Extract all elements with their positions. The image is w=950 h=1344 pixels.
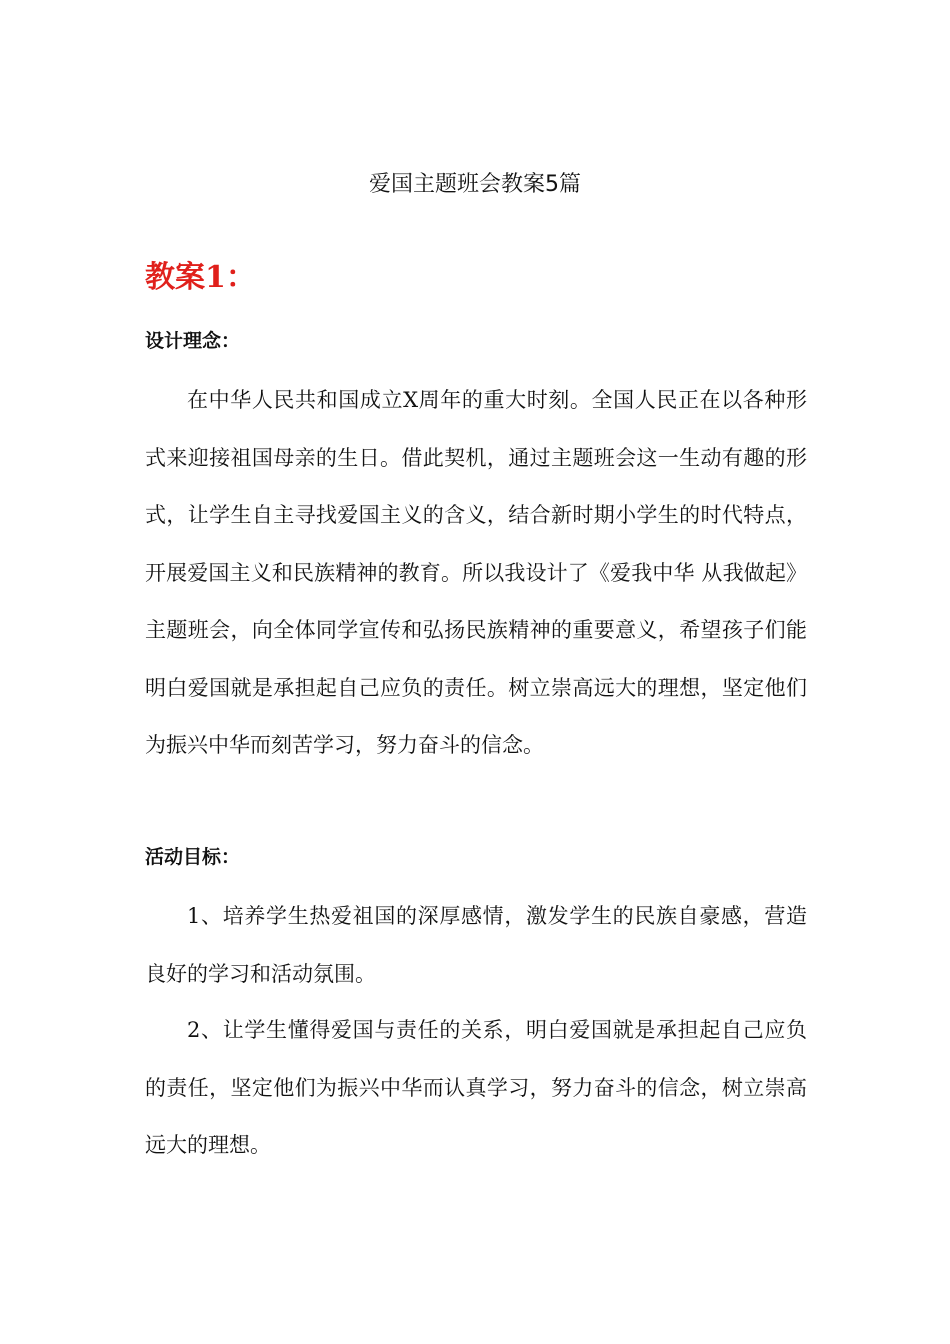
activity-goal-item: 2、让学生懂得爱国与责任的关系，明白爱国就是承担起自己应负的责任，坚定他们为振兴中华而认真学习，努力奋斗的信念，树立崇高远大的理想。 <box>145 1018 807 1157</box>
document-title: 爱国主题班会教案5篇 <box>369 172 581 197</box>
activity-goal-item: 1、培养学生热爱祖国的深厚感情，激发学生的民族自豪感，营造良好的学习和活动氛围。 <box>145 904 807 986</box>
design-concept-heading: 设计理念： <box>145 330 241 352</box>
lesson-plan-heading: 教案1： <box>145 260 256 295</box>
activity-goals-heading: 活动目标： <box>145 846 241 868</box>
design-concept-paragraph: 在中华人民共和国成立X周年的重大时刻。全国人民正在以各种形式来迎接祖国母亲的生日。借此契机，通过主题班会这一生动有趣的形式，让学生自主寻找爱国主义的含义，结合新时期小学生的时代特点，开展爱国主义和民族精神的教育。所以我设计了《爱我中华 从我做起》主题班会，向全体同学宣传和弘扬民族精神的重要意义，希望孩子们能明白爱国就是承担起自己应负的责任。树立崇高远大的理想，坚定他们为振兴中华而刻苦学习，努力奋斗的信念。 <box>145 388 807 757</box>
